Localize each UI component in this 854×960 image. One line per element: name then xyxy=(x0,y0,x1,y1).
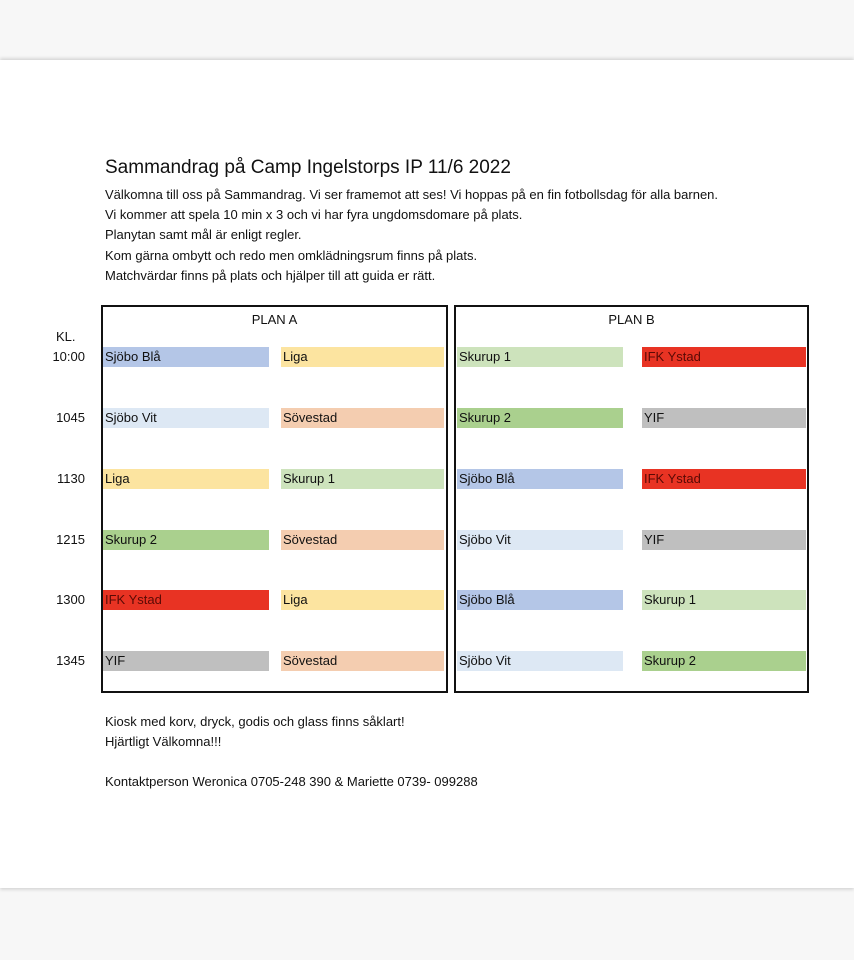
footer-text xyxy=(105,712,478,793)
match-team-cell: Liga xyxy=(103,469,269,489)
match-team-cell: Sövestad xyxy=(281,530,444,550)
time-column-header: KL. xyxy=(56,329,76,344)
match-team-cell: Sjöbo Blå xyxy=(457,590,623,610)
document-title: Sammandrag på Camp Ingelstorps IP 11/6 2022 xyxy=(105,157,511,178)
match-team-cell: Sövestad xyxy=(281,408,444,428)
time-slot: 1345 xyxy=(56,653,85,668)
match-team-cell: Skurup 1 xyxy=(642,590,806,610)
match-team-cell: YIF xyxy=(642,408,806,428)
match-team-cell: YIF xyxy=(642,530,806,550)
time-slot: 10:00 xyxy=(52,349,85,364)
intro-line: Vi kommer att spela 10 min x 3 och vi har fyra ungdomsdomare på plats. xyxy=(105,207,523,223)
footer-line: Kiosk med korv, dryck, godis och glass finns såklart! xyxy=(105,714,405,729)
match-team-cell: Sjöbo Vit xyxy=(457,651,623,671)
match-team-cell: IFK Ystad xyxy=(103,590,269,610)
intro-line: Planytan samt mål är enligt regler. xyxy=(105,227,302,243)
time-slot: 1045 xyxy=(56,410,85,425)
match-team-cell: Sjöbo Vit xyxy=(457,530,623,550)
match-team-cell: Skurup 2 xyxy=(642,651,806,671)
plan-a-title: PLAN A xyxy=(251,312,298,327)
footer-spacer xyxy=(105,752,478,772)
time-slot: 1300 xyxy=(56,592,85,607)
match-team-cell: Skurup 2 xyxy=(103,530,269,550)
time-slot: 1215 xyxy=(56,532,85,547)
match-team-cell: IFK Ystad xyxy=(642,347,806,367)
plan-b-title: PLAN B xyxy=(608,312,655,327)
intro-line: Matchvärdar finns på plats och hjälper till att guida er rätt. xyxy=(105,267,436,283)
match-team-cell: Sövestad xyxy=(281,651,444,671)
match-team-cell: Sjöbo Blå xyxy=(457,469,623,489)
intro-text xyxy=(105,185,718,286)
intro-line: Välkomna till oss på Sammandrag. Vi ser framemot att ses! Vi hoppas på en fin fotbollsdag för alla barnen. xyxy=(105,187,719,202)
match-team-cell: Skurup 2 xyxy=(457,408,623,428)
match-team-cell: IFK Ystad xyxy=(642,469,806,489)
match-team-cell: Skurup 1 xyxy=(281,469,444,489)
footer-contact: Kontaktperson Weronica 0705-248 390 & Mariette 0739- 099288 xyxy=(105,774,478,790)
match-team-cell: Liga xyxy=(281,590,444,610)
match-team-cell: Sjöbo Vit xyxy=(103,408,269,428)
match-team-cell: Liga xyxy=(281,347,444,367)
footer-line: Hjärtligt Välkomna!!! xyxy=(105,734,222,750)
intro-line: Kom gärna ombytt och redo men omklädningsrum finns på plats. xyxy=(105,247,478,263)
time-slot: 1130 xyxy=(57,471,85,486)
match-team-cell: YIF xyxy=(103,651,269,671)
match-team-cell: Skurup 1 xyxy=(457,347,623,367)
match-team-cell: Sjöbo Blå xyxy=(103,347,269,367)
